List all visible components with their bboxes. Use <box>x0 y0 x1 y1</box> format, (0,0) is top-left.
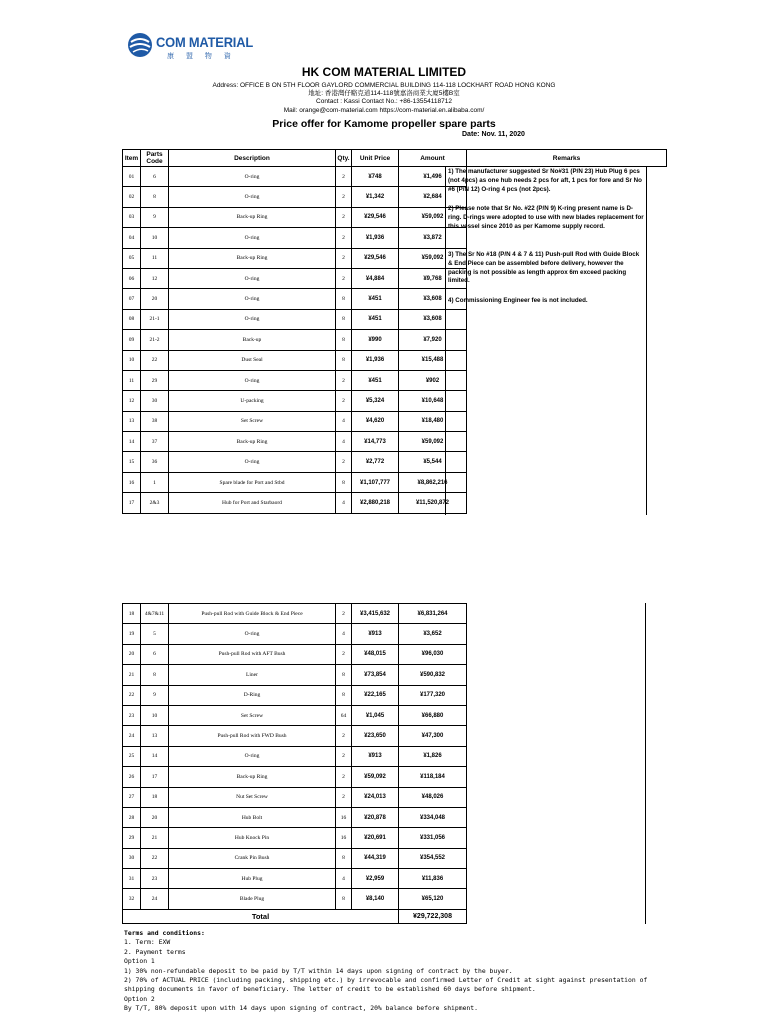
remark-4: 4) Commissioning Engineer fee is not included. <box>448 297 588 304</box>
remarks-border-line <box>645 603 646 924</box>
parts-code-cell: 29 <box>141 370 169 390</box>
qty-cell: 2 <box>336 644 352 664</box>
item-cell: 20 <box>123 644 141 664</box>
description-cell: O-ring <box>169 187 336 207</box>
header-unit-price: Unit Price <box>352 150 399 167</box>
item-cell: 21 <box>123 665 141 685</box>
amount-cell: ¥6,831,264 <box>399 604 467 624</box>
qty-cell: 2 <box>336 604 352 624</box>
unit-price-cell: ¥913 <box>352 624 399 644</box>
amount-cell: ¥11,520,872 <box>399 493 467 513</box>
parts-code-cell: 38 <box>141 411 169 431</box>
item-cell: 32 <box>123 889 141 909</box>
parts-code-cell: 17 <box>141 767 169 787</box>
amount-cell: ¥59,092 <box>399 248 467 268</box>
price-table-part-2 <box>122 603 467 924</box>
table-row <box>123 889 467 909</box>
company-contact: Contact : Kassi Contact No.: +86-13554118712 <box>316 98 452 105</box>
unit-price-cell: ¥990 <box>352 330 399 350</box>
item-cell: 11 <box>123 370 141 390</box>
terms-line: 2. Payment terms <box>124 947 186 956</box>
amount-cell: ¥59,092 <box>399 432 467 452</box>
description-cell: O-ring <box>169 309 336 329</box>
item-cell: 30 <box>123 848 141 868</box>
item-cell: 15 <box>123 452 141 472</box>
unit-price-cell: ¥2,772 <box>352 452 399 472</box>
amount-cell: ¥65,120 <box>399 889 467 909</box>
description-cell: O-ring <box>169 167 336 187</box>
qty-cell: 8 <box>336 889 352 909</box>
parts-code-cell: 2&3 <box>141 493 169 513</box>
qty-cell: 2 <box>336 228 352 248</box>
terms-line: 2) 70% of ACTUAL PRICE (including packing, shipping etc.) by irrevocable and confirmed Letter of Credit at sight against presentation of <box>124 976 648 985</box>
company-name: HK COM MATERIAL LIMITED <box>301 65 467 79</box>
item-cell: 18 <box>123 604 141 624</box>
company-mail: Mail: orange@com-material.com https://com-material.en.alibaba.com/ <box>283 107 485 114</box>
description-cell: Back-up Ring <box>169 248 336 268</box>
qty-cell: 8 <box>336 685 352 705</box>
description-cell: O-ring <box>169 624 336 644</box>
item-cell: 31 <box>123 869 141 889</box>
qty-cell: 2 <box>336 248 352 268</box>
unit-price-cell: ¥5,324 <box>352 391 399 411</box>
terms-line: 1) 30% non-refundable deposit to be paid by T/T within 14 days upon signing of contract by the buyer. <box>124 966 513 975</box>
item-cell: 26 <box>123 767 141 787</box>
description-cell: Crank Pin Bush <box>169 848 336 868</box>
parts-code-cell: 20 <box>141 807 169 827</box>
item-cell: 08 <box>123 309 141 329</box>
qty-cell: 2 <box>336 767 352 787</box>
parts-code-cell: 6 <box>141 644 169 664</box>
description-cell: Back-up Ring <box>169 767 336 787</box>
qty-cell: 2 <box>336 268 352 288</box>
description-cell: U-packing <box>169 391 336 411</box>
description-cell: Push-pull Rod with Guide Block & End Piece <box>169 604 336 624</box>
item-cell: 29 <box>123 828 141 848</box>
amount-cell: ¥18,480 <box>399 411 467 431</box>
qty-cell: 2 <box>336 167 352 187</box>
unit-price-cell: ¥4,884 <box>352 268 399 288</box>
parts-code-cell: 22 <box>141 350 169 370</box>
amount-cell: ¥331,056 <box>399 828 467 848</box>
item-cell: 09 <box>123 330 141 350</box>
table-row <box>123 767 467 787</box>
qty-cell: 8 <box>336 309 352 329</box>
amount-cell: ¥66,880 <box>399 705 467 725</box>
table-row <box>123 848 467 868</box>
parts-code-cell: 1 <box>141 472 169 492</box>
qty-cell: 2 <box>336 726 352 746</box>
description-cell: Hub Plug <box>169 869 336 889</box>
amount-cell: ¥3,652 <box>399 624 467 644</box>
header-parts-code: Parts Code <box>141 150 169 167</box>
qty-cell: 16 <box>336 828 352 848</box>
qty-cell: 8 <box>336 848 352 868</box>
qty-cell: 16 <box>336 807 352 827</box>
item-cell: 27 <box>123 787 141 807</box>
description-cell: Back-up Ring <box>169 207 336 227</box>
description-cell: Set Screw <box>169 411 336 431</box>
amount-cell: ¥11,836 <box>399 869 467 889</box>
header-description: Description <box>169 150 336 167</box>
item-cell: 05 <box>123 248 141 268</box>
item-cell: 25 <box>123 746 141 766</box>
amount-cell: ¥118,184 <box>399 767 467 787</box>
amount-cell: ¥3,608 <box>399 289 467 309</box>
parts-code-cell: 37 <box>141 432 169 452</box>
unit-price-cell: ¥22,165 <box>352 685 399 705</box>
unit-price-cell: ¥73,854 <box>352 665 399 685</box>
description-cell: Hub Knock Pin <box>169 828 336 848</box>
description-cell: Hub for Port and Starbaord <box>169 493 336 513</box>
table-row <box>123 869 467 889</box>
terms-heading: Terms and conditions: <box>124 929 205 937</box>
description-cell: Dust Seal <box>169 350 336 370</box>
parts-code-cell: 6 <box>141 167 169 187</box>
header-item: Item <box>123 150 141 167</box>
amount-cell: ¥7,920 <box>399 330 467 350</box>
description-cell: Set Screw <box>169 705 336 725</box>
unit-price-cell: ¥59,092 <box>352 767 399 787</box>
parts-code-cell: 14 <box>141 746 169 766</box>
parts-code-cell: 30 <box>141 391 169 411</box>
amount-cell: ¥9,768 <box>399 268 467 288</box>
qty-cell: 2 <box>336 452 352 472</box>
description-cell: O-ring <box>169 268 336 288</box>
description-cell: Hub Bolt <box>169 807 336 827</box>
unit-price-cell: ¥24,013 <box>352 787 399 807</box>
table-row <box>123 807 467 827</box>
description-cell: O-ring <box>169 452 336 472</box>
amount-cell: ¥59,092 <box>399 207 467 227</box>
unit-price-cell: ¥29,546 <box>352 207 399 227</box>
parts-code-cell: 8 <box>141 187 169 207</box>
description-cell: D-Ring <box>169 685 336 705</box>
qty-cell: 8 <box>336 472 352 492</box>
table-header-row <box>123 150 667 167</box>
parts-code-cell: 9 <box>141 207 169 227</box>
amount-cell: ¥354,552 <box>399 848 467 868</box>
terms-line: By T/T, 80% deposit upon with 14 days upon signing of contract, 20% balance before shipment. <box>124 1004 478 1013</box>
terms-conditions <box>124 929 647 1014</box>
table-row <box>123 644 467 664</box>
table-row <box>123 604 467 624</box>
terms-line: Option 1 <box>124 957 155 966</box>
item-cell: 03 <box>123 207 141 227</box>
parts-code-cell: 21-2 <box>141 330 169 350</box>
unit-price-cell: ¥1,936 <box>352 228 399 248</box>
unit-price-cell: ¥4,620 <box>352 411 399 431</box>
unit-price-cell: ¥48,015 <box>352 644 399 664</box>
item-cell: 14 <box>123 432 141 452</box>
unit-price-cell: ¥1,045 <box>352 705 399 725</box>
item-cell: 01 <box>123 167 141 187</box>
unit-price-cell: ¥1,936 <box>352 350 399 370</box>
table-row <box>123 828 467 848</box>
description-cell: O-ring <box>169 370 336 390</box>
description-cell: O-ring <box>169 289 336 309</box>
unit-price-cell: ¥1,342 <box>352 187 399 207</box>
remark-1: 1) The manufacturer suggested Sr No#31 (P/N 23) Hub Plug 6 pcs (not 4pcs) as one hub needs 2 pcs for aft, 1 pcs for fore and Sr No #6 (P/N 12) O-ring 4 pcs (not 2pcs). <box>448 168 642 193</box>
unit-price-cell: ¥8,140 <box>352 889 399 909</box>
unit-price-cell: ¥3,415,632 <box>352 604 399 624</box>
unit-price-cell: ¥2,880,218 <box>352 493 399 513</box>
unit-price-cell: ¥451 <box>352 289 399 309</box>
unit-price-cell: ¥748 <box>352 167 399 187</box>
amount-cell: ¥1,496 <box>399 167 467 187</box>
table-row <box>123 726 467 746</box>
description-cell: Blade Plug <box>169 889 336 909</box>
amount-cell: ¥48,026 <box>399 787 467 807</box>
logo-subtext: 康 盟 物 資 <box>167 53 236 60</box>
terms-line: shipping documents in favor of beneficiary. The letter of credit to be established 60 days before shipment. <box>124 985 536 994</box>
unit-price-cell: ¥20,691 <box>352 828 399 848</box>
qty-cell: 2 <box>336 187 352 207</box>
item-cell: 28 <box>123 807 141 827</box>
description-cell: Push-pull Rod with FWD Bush <box>169 726 336 746</box>
terms-line: Option 2 <box>124 994 155 1003</box>
table-row <box>123 746 467 766</box>
description-cell: Nut Set Screw <box>169 787 336 807</box>
parts-code-cell: 5 <box>141 624 169 644</box>
qty-cell: 2 <box>336 370 352 390</box>
amount-cell: ¥3,872 <box>399 228 467 248</box>
parts-code-cell: 11 <box>141 248 169 268</box>
header-amount: Amount <box>399 150 467 167</box>
amount-cell: ¥47,300 <box>399 726 467 746</box>
unit-price-cell: ¥913 <box>352 746 399 766</box>
description-cell: O-ring <box>169 746 336 766</box>
unit-price-cell: ¥451 <box>352 309 399 329</box>
item-cell: 17 <box>123 493 141 513</box>
table-row <box>123 624 467 644</box>
item-cell: 16 <box>123 472 141 492</box>
header-remarks: Remarks <box>467 150 667 167</box>
table-row <box>123 685 467 705</box>
parts-code-cell: 12 <box>141 268 169 288</box>
amount-cell: ¥1,826 <box>399 746 467 766</box>
amount-cell: ¥96,030 <box>399 644 467 664</box>
parts-code-cell: 8 <box>141 665 169 685</box>
qty-cell: 8 <box>336 665 352 685</box>
amount-cell: ¥334,048 <box>399 807 467 827</box>
unit-price-cell: ¥20,878 <box>352 807 399 827</box>
terms-lines <box>124 938 647 1013</box>
parts-code-cell: 4&7&11 <box>141 604 169 624</box>
unit-price-cell: ¥29,546 <box>352 248 399 268</box>
item-cell: 13 <box>123 411 141 431</box>
qty-cell: 8 <box>336 330 352 350</box>
amount-cell: ¥10,648 <box>399 391 467 411</box>
company-address: Address: OFFICE B ON 5TH FLOOR GAYLORD COMMERCIAL BUILDING 114-118 LOCKHART ROAD HONG KONG <box>212 82 556 89</box>
item-cell: 24 <box>123 726 141 746</box>
amount-cell: ¥590,832 <box>399 665 467 685</box>
parts-code-cell: 18 <box>141 787 169 807</box>
table-row <box>123 665 467 685</box>
qty-cell: 2 <box>336 391 352 411</box>
description-cell: O-ring <box>169 228 336 248</box>
total-amount: ¥29,722,308 <box>399 909 467 923</box>
unit-price-cell: ¥2,959 <box>352 869 399 889</box>
parts-code-cell: 21-1 <box>141 309 169 329</box>
document-date: Date: Nov. 11, 2020 <box>462 131 525 138</box>
qty-cell: 4 <box>336 432 352 452</box>
amount-cell: ¥15,488 <box>399 350 467 370</box>
item-cell: 06 <box>123 268 141 288</box>
qty-cell: 4 <box>336 624 352 644</box>
parts-code-cell: 20 <box>141 289 169 309</box>
table-row <box>123 787 467 807</box>
total-row <box>123 909 467 923</box>
description-cell: Liner <box>169 665 336 685</box>
amount-cell: ¥2,684 <box>399 187 467 207</box>
qty-cell: 2 <box>336 746 352 766</box>
amount-cell: ¥902 <box>399 370 467 390</box>
qty-cell: 8 <box>336 289 352 309</box>
page-title: Price offer for Kamome propeller spare parts <box>272 118 496 130</box>
parts-code-cell: 22 <box>141 848 169 868</box>
qty-cell: 4 <box>336 493 352 513</box>
remark-3: 3) The Sr No #18 (P/N 4 & 7 & 11) Push-pull Rod with Guide Block & End Piece can be assembled before delivery, however the packing is not possible as length approx 6m exceed packing limited. <box>448 251 640 285</box>
qty-cell: 8 <box>336 350 352 370</box>
description-cell: Back-up Ring <box>169 432 336 452</box>
company-address-cn: 地址: 香港灣仔駱克道114-118號嘉洛商業大廈5樓B室 <box>308 90 460 97</box>
unit-price-cell: ¥44,319 <box>352 848 399 868</box>
company-logo <box>127 32 254 62</box>
parts-code-cell: 36 <box>141 452 169 472</box>
qty-cell: 2 <box>336 787 352 807</box>
description-cell: Push-pull Rod with AFT Bush <box>169 644 336 664</box>
unit-price-cell: ¥14,773 <box>352 432 399 452</box>
terms-line: 1. Term: EXW <box>124 938 171 947</box>
item-cell: 22 <box>123 685 141 705</box>
qty-cell: 4 <box>336 869 352 889</box>
unit-price-cell: ¥1,107,777 <box>352 472 399 492</box>
remark-2: 2) Please note that Sr No. #22 (P/N 9) K-ring present name is D-ring. D-rings were adopted to use with new blades replacement for this vessel since 2010 as per Kamome supply record. <box>448 205 644 230</box>
item-cell: 12 <box>123 391 141 411</box>
header-qty: Qty. <box>336 150 352 167</box>
item-cell: 04 <box>123 228 141 248</box>
item-cell: 07 <box>123 289 141 309</box>
parts-code-cell: 24 <box>141 889 169 909</box>
description-cell: Spare blade for Port and Stbd <box>169 472 336 492</box>
item-cell: 02 <box>123 187 141 207</box>
description-cell: Back-up <box>169 330 336 350</box>
unit-price-cell: ¥23,650 <box>352 726 399 746</box>
item-cell: 19 <box>123 624 141 644</box>
qty-cell: 64 <box>336 705 352 725</box>
total-label: Total <box>123 909 399 923</box>
amount-cell: ¥5,544 <box>399 452 467 472</box>
unit-price-cell: ¥451 <box>352 370 399 390</box>
item-cell: 23 <box>123 705 141 725</box>
amount-cell: ¥177,320 <box>399 685 467 705</box>
amount-cell: ¥8,862,216 <box>399 472 467 492</box>
parts-code-cell: 10 <box>141 228 169 248</box>
item-cell: 10 <box>123 350 141 370</box>
parts-code-cell: 9 <box>141 685 169 705</box>
logo-text: COM MATERIAL <box>156 34 254 50</box>
amount-cell: ¥3,608 <box>399 309 467 329</box>
qty-cell: 2 <box>336 207 352 227</box>
qty-cell: 4 <box>336 411 352 431</box>
parts-code-cell: 13 <box>141 726 169 746</box>
parts-code-cell: 10 <box>141 705 169 725</box>
globe-logo-icon <box>127 32 153 58</box>
table-row <box>123 705 467 725</box>
parts-code-cell: 23 <box>141 869 169 889</box>
parts-code-cell: 21 <box>141 828 169 848</box>
